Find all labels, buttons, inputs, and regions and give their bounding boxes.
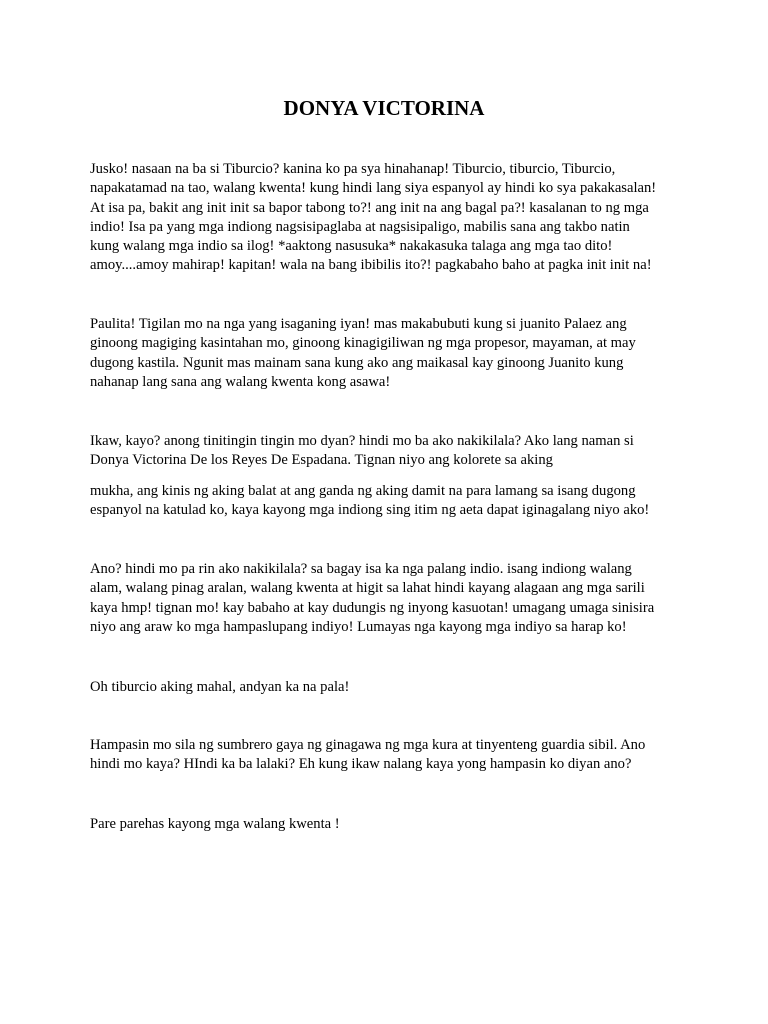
paragraph-line: kung walang mga indio sa ilog! *aaktong nasusuka* nakakasuka talaga ang mga tao dito! [90, 238, 613, 255]
paragraph-line: dugong kastila. Ngunit mas mainam sana kung ako ang maikasal kay ginoong Juanito kung [90, 354, 624, 371]
paragraph-line: indio! Isa pa yang mga indiong nagsisipaglaba at nagsisipaligo, mabilis sana ang takbo natin [90, 218, 630, 235]
paragraph-4 [90, 482, 680, 521]
paragraph-line: Ikaw, kayo? anong tinitingin tingin mo dyan? hindi mo ba ako nakikilala? Ako lang naman si [90, 433, 634, 449]
paragraph-5 [90, 560, 680, 637]
paragraph-line: Paulita! Tigilan mo na nga yang isaganing iyan! mas makabubuti kung si juanito Palaez ang [90, 316, 627, 332]
paragraph-line: Donya Victorina De los Reyes De Espadana. Tignan niyo ang kolorete sa aking [90, 452, 553, 469]
paragraph-line: Jusko! nasaan na ba si Tiburcio? kanina ko pa sya hinahanap! Tiburcio, tiburcio, Tiburcio, [90, 161, 616, 177]
paragraph-line: At isa pa, bakit ang init init sa bapor tabong to?! ang init na ang bagal pa?! kasalanan to ng mga [90, 199, 649, 216]
paragraph-line: Pare parehas kayong mga walang kwenta ! [90, 816, 340, 832]
paragraph-line: kaya hmp! tignan mo! kay babaho at kay dudungis ng inyong kasuotan! umagang umaga sinisira [90, 599, 655, 616]
paragraph-8 [90, 815, 680, 834]
paragraph-line: Oh tiburcio aking mahal, andyan ka na pala! [90, 679, 350, 695]
paragraph-2 [90, 315, 680, 392]
paragraph-line: alam, walang pinag aralan, walang kwenta at higit sa lahat hindi kayang alagaan ang mga sarili [90, 580, 645, 597]
document-title: DONYA VICTORINA [283, 96, 485, 120]
paragraph-line: ginoong magiging kasintahan mo, ginoong kinagigiliwan ng mga propesor, mayaman, at may [90, 335, 636, 352]
paragraph-line: napakatamad na tao, walang kwenta! kung hindi lang siya espanyol ay hindi ko sya pakakasalan! [90, 180, 657, 197]
paragraph-line: Ano? hindi mo pa rin ako nakikilala? sa bagay isa ka nga palang indio. isang indiong walang [90, 561, 632, 577]
paragraph-line: amoy....amoy mahirap! kapitan! wala na bang ibibilis ito?! pagkabaho baho at pagka init init na! [90, 257, 652, 274]
paragraph-7 [90, 736, 680, 775]
paragraph-line: Hampasin mo sila ng sumbrero gaya ng ginagawa ng mga kura at tinyenteng guardia sibil. Ano [90, 737, 646, 753]
paragraph-1 [90, 160, 680, 276]
paragraph-line: mukha, ang kinis ng aking balat at ang ganda ng aking damit na para lamang sa isang dugong [90, 483, 636, 499]
paragraph-3 [90, 432, 680, 471]
paragraph-line: espanyol na katulad ko, kaya kayong mga indiong sing itim ng aeta dapat iginagalang niyo ako! [90, 502, 650, 519]
paragraph-6 [90, 678, 680, 697]
paragraph-line: hindi mo kaya? HIndi ka ba lalaki? Eh kung ikaw nalang kaya yong hampasin ko diyan ano? [90, 756, 632, 773]
paragraph-line: niyo ang araw ko mga hampaslupang indiyo! Lumayas nga kayong mga indiyo sa harap ko! [90, 618, 627, 635]
paragraph-line: nahanap lang sana ang walang kwenta kong asawa! [90, 373, 391, 390]
